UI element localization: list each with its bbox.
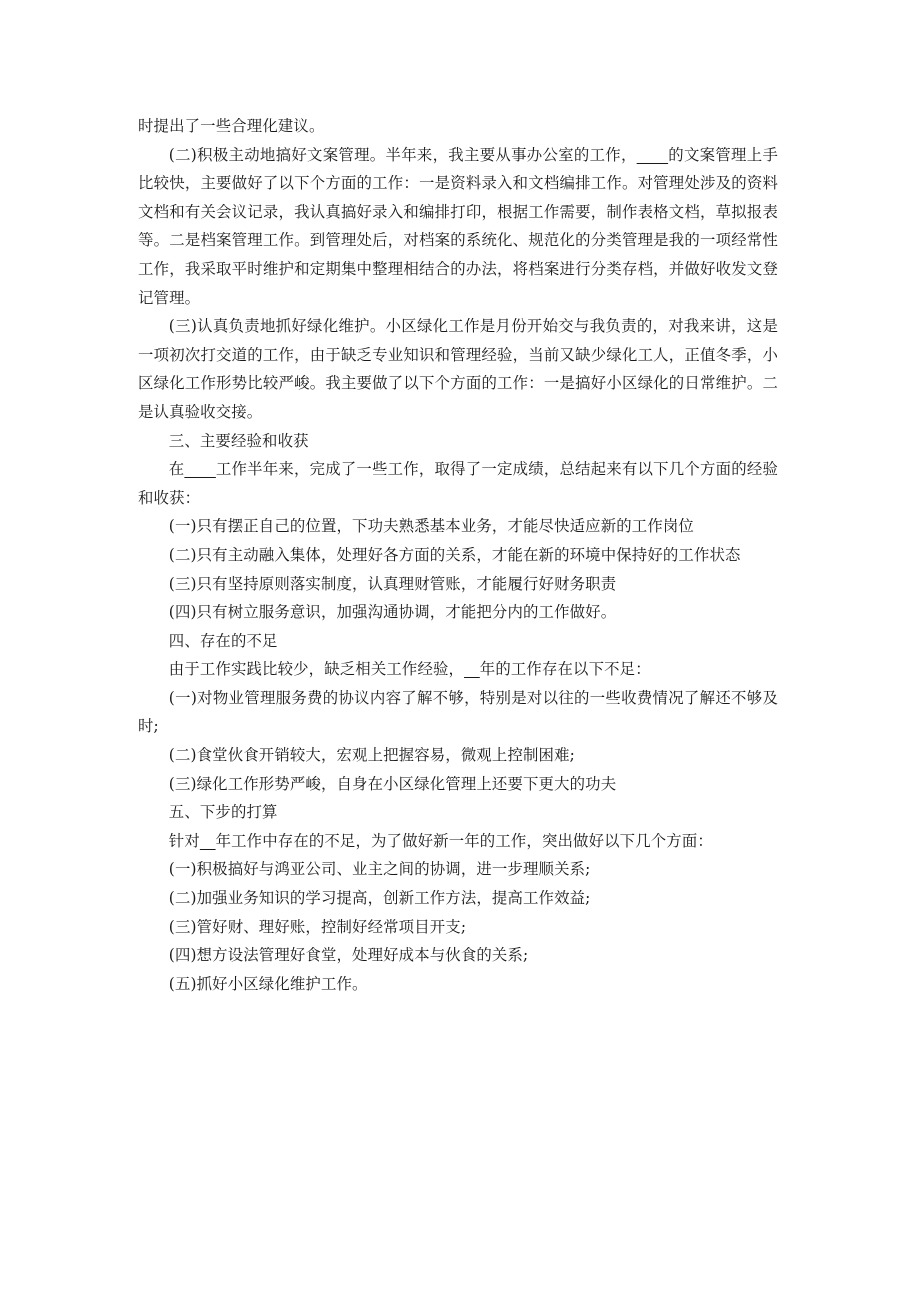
blank-underline: ____ <box>184 460 216 479</box>
list-item: (五)抓好小区绿化维护工作。 <box>168 974 368 993</box>
list-item: (一)对物业管理服务费的协议内容了解不够，特别是对以往的一些收费情况了解还不够及时; <box>138 688 778 736</box>
heading-experience: 三、主要经验和收获 <box>168 431 309 450</box>
document-page <box>138 112 778 998</box>
list-item: (二)加强业务知识的学习提高，创新工作方法，提高工作效益; <box>168 889 591 908</box>
list-item: (四)想方设法管理好食堂，处理好成本与伙食的关系; <box>168 946 529 965</box>
list-item: (三)只有坚持原则落实制度，认真理财管账，才能履行好财务职责 <box>168 574 617 593</box>
heading-next-plans: 五、下步的打算 <box>168 803 278 822</box>
list-item: (一)只有摆正自己的位置，下功夫熟悉基本业务，才能尽快适应新的工作岗位 <box>168 517 694 536</box>
list-item: (三)绿化工作形势严峻，自身在小区绿化管理上还要下更大的功夫 <box>168 774 617 793</box>
paragraph-shortcomings-intro: 由于工作实践比较少，缺乏相关工作经验，__年的工作存在以下不足： <box>168 660 651 679</box>
list-item: (二)食堂伙食开销较大，宏观上把握容易，微观上控制困难; <box>168 746 575 765</box>
heading-shortcomings: 四、存在的不足 <box>168 631 278 650</box>
paragraph-next-plans-intro: 针对__年工作中存在的不足，为了做好新一年的工作，突出做好以下几个方面： <box>168 831 713 850</box>
list-item: (一)积极搞好与鸿亚公司、业主之间的协调，进一步理顺关系; <box>168 860 591 879</box>
list-item: (四)只有树立服务意识，加强沟通协调，才能把分内的工作做好。 <box>168 603 617 622</box>
blank-underline: __ <box>199 831 216 850</box>
list-item: (二)只有主动融入集体，处理好各方面的关系，才能在新的环境中保持好的工作状态 <box>168 545 741 564</box>
paragraph-document-management: (二)积极主动地搞好文案管理。半年来，我主要从事办公室的工作，____的文案管理上手比较快，主要做好了以下个方面的工作：一是资料录入和文档编排工作。对管理处涉及的资料文档和有关会议记录，我认真搞好录入和编排打印，根据工作需要，制作表格文档，草拟报表等。二是档案管理工作。到管理处后，对档案的系统化、规范化的分类管理是我的一项经常性工作，我采取平时维护和定期集中整理相结合的办法，将档案进行分类存档，并做好收发文登记管理。 <box>138 145 778 307</box>
blank-underline: __ <box>464 660 480 679</box>
paragraph-greening-maintenance: (三)认真负责地抓好绿化维护。小区绿化工作是月份开始交与我负责的，对我来讲，这是一项初次打交道的工作，由于缺乏专业知识和管理经验，当前又缺少绿化工人，正值冬季，小区绿化工作形势比较严峻。我主要做了以下个方面的工作：一是搞好小区绿化的日常维护。二是认真验收交接。 <box>138 317 778 421</box>
paragraph-experience-intro: 在____工作半年来，完成了一些工作，取得了一定成绩，总结起来有以下几个方面的经验和收获： <box>138 460 778 507</box>
list-item: (三)管好财、理好账，控制好经常项目开支; <box>168 917 467 936</box>
paragraph-suggestions-end: 时提出了一些合理化建议。 <box>138 117 325 135</box>
blank-underline: ____ <box>636 145 669 164</box>
